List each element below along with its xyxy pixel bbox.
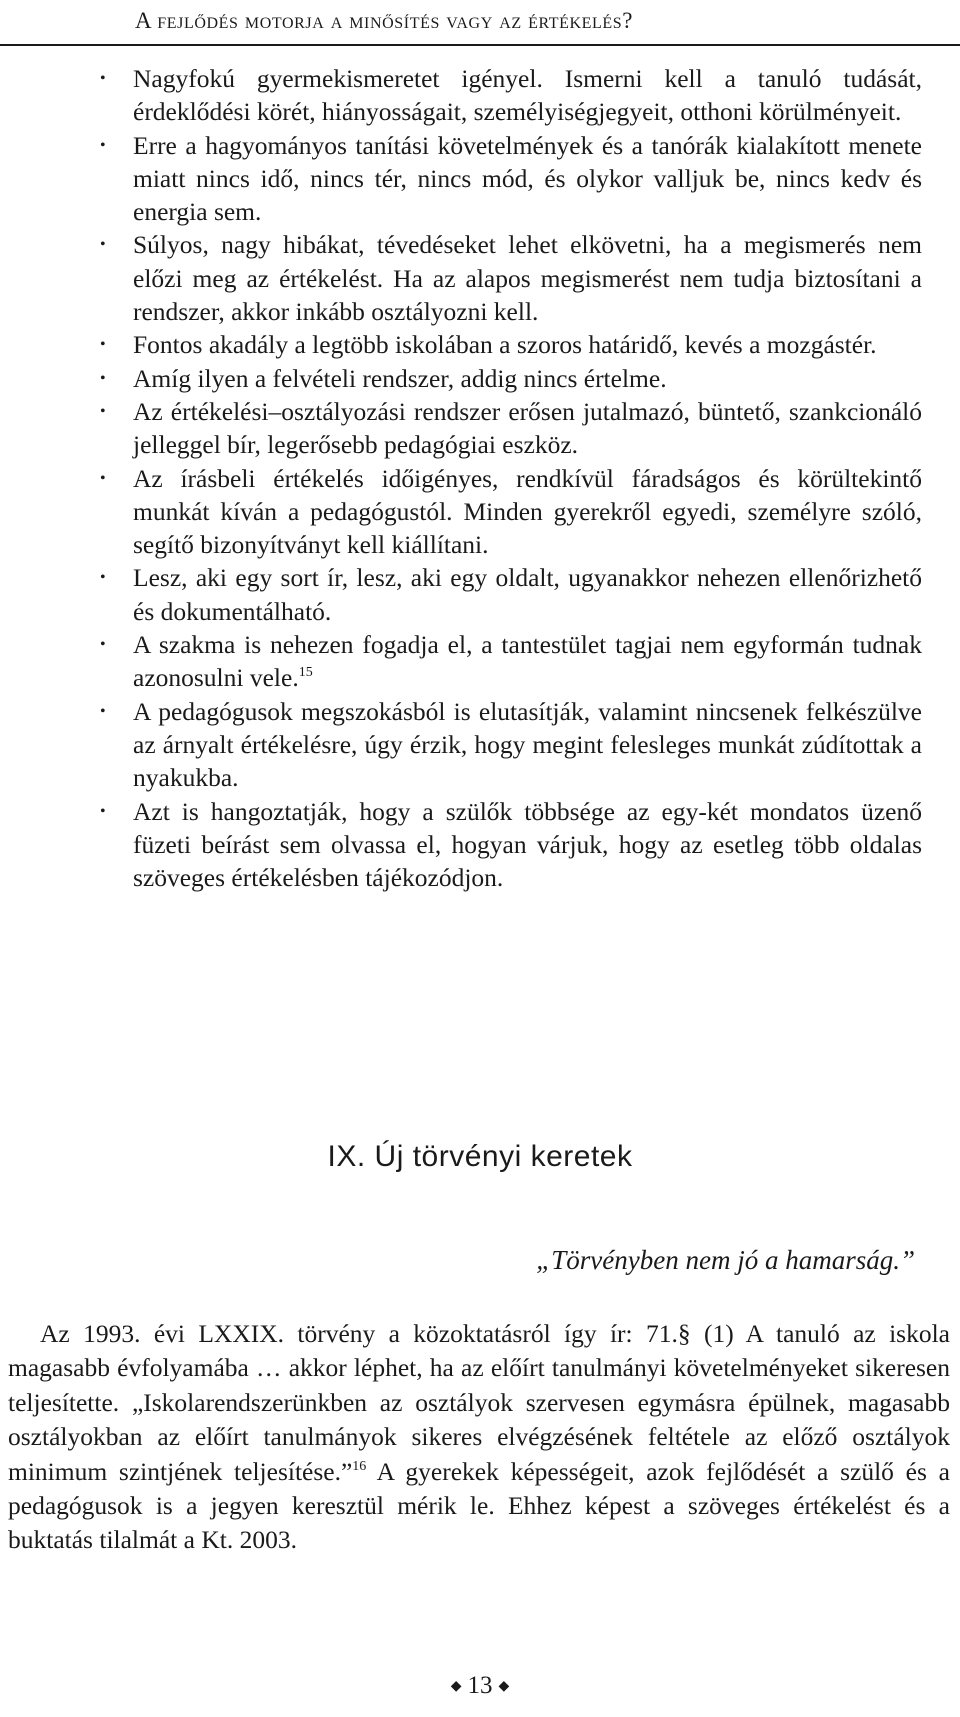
bullet-icon: • <box>100 369 106 387</box>
epigraph-quote: „Törvényben nem jó a hamarság.” <box>536 1245 915 1275</box>
page-number: 13 <box>467 1672 493 1699</box>
list-item-text: Nagyfokú gyermekismeretet igényel. Ismerni kell a tanuló tudását, érdeklődési körét, hiányosságait, személyiségjegyeit, otthoni körülményeit. <box>133 64 922 127</box>
bullet-list <box>0 62 960 894</box>
list-item-text: Erre a hagyományos tanítási követelmények és a tanórák kialakított menete miatt nincs idő, nincs tér, nincs mód, és olykor valljuk be, nincs kedv és energia sem. <box>133 130 922 227</box>
body-text-part-2: A gyerekek képességeit, azok fejlődését a szülő és a pedagógusok is a jegyen keresztül mérik le. Ehhez képest a szöveges értékelést és a buktatás tilalmát a Kt. 2003. <box>8 1456 950 1555</box>
page-footer <box>0 1672 960 1700</box>
bullet-icon: • <box>100 802 106 820</box>
list-item <box>0 328 960 361</box>
footnote-ref: 16 <box>352 1458 367 1474</box>
bullet-icon: • <box>100 402 106 420</box>
body-paragraph <box>8 1317 950 1558</box>
list-item <box>0 695 960 795</box>
list-item-text: Amíg ilyen a felvételi rendszer, addig nincs értelme. <box>133 363 667 393</box>
list-item <box>0 561 960 628</box>
list-item-text: A pedagógusok megszokásból is elutasítják, valamint nincsenek felkészülve az árnyalt értékelésre, úgy érzik, hogy megint felesleges munkát zúdítottak a nyakukba. <box>133 696 922 793</box>
list-item <box>0 129 960 229</box>
list-item-text: Súlyos, nagy hibákat, tévedéseket lehet elkövetni, ha a megismerés nem előzi meg az értékelést. Ha az alapos megismerést nem tudja biztosítani a rendszer, akkor inkább osztályozni kell. <box>133 230 922 327</box>
list-item <box>0 795 960 895</box>
list-item <box>0 228 960 328</box>
list-item-text: Az értékelési–osztályozási rendszer erősen jutalmazó, büntető, szankcionáló jelleggel bír, legerősebb pedagógiai eszköz. <box>133 396 922 460</box>
list-item-text: Azt is hangoztatják, hogy a szülők többsége az egy-két mondatos üzenő füzeti beírást sem olvassa el, hogyan várjuk, hogy az esetleg több oldalas szöveges értékelésben tájékozódjon. <box>133 796 922 893</box>
list-item <box>0 62 960 129</box>
footnote-ref: 15 <box>298 665 313 681</box>
list-item <box>0 462 960 562</box>
list-item <box>0 628 960 695</box>
bullet-icon: • <box>100 469 106 487</box>
bullet-icon: • <box>100 636 106 654</box>
body-text-part-1: Az 1993. évi LXXIX. törvény a közoktatásról így ír: 71.§ (1) A tanuló az iskola magasabb évfolyamába … akkor léphet, ha az előírt tanulmányi követelményeket sikeresen teljesítette. „Iskolarendszerünkben az osztályok szervesen egymásra épülnek, magasabb osztályokban az előírt tanulmányok sikeres elvégzésének feltétele az előző osztályok minimum szintjének teljesítése.” <box>8 1319 950 1486</box>
list-item-text: Lesz, aki egy sort ír, lesz, aki egy oldalt, ugyanakkor nehezen ellenőrizhető és dokumentálható. <box>133 563 922 626</box>
bullet-icon: • <box>100 136 106 154</box>
list-item-text: Fontos akadály a legtöbb iskolában a szoros határidő, kevés a mozgástér. <box>133 330 877 360</box>
bullet-icon: • <box>100 702 106 720</box>
running-header-title: A fejlődés motorja a minősítés vagy az értékelés? <box>135 8 634 33</box>
bullet-icon: • <box>100 70 106 87</box>
list-item-text: A szakma is nehezen fogadja el, a tantestület tagjai nem egyformán tudnak azonosulni vele. <box>133 630 922 693</box>
bullet-icon: • <box>100 336 106 354</box>
bullet-icon: • <box>100 569 106 587</box>
diamond-icon: ◆ <box>450 1679 462 1694</box>
section-heading: IX. Új törvényi keretek <box>327 1140 633 1173</box>
diamond-icon: ◆ <box>498 1679 510 1694</box>
running-header <box>0 0 960 46</box>
list-item <box>0 362 960 395</box>
list-item <box>0 395 960 462</box>
list-item-text: Az írásbeli értékelés időigényes, rendkívül fáradságos és körültekintő munkát kíván a pedagógustól. Minden gyerekről egyedi, személyre szóló, segítő bizonyítványt kell kiállítani. <box>133 463 922 560</box>
bullet-icon: • <box>100 236 106 254</box>
